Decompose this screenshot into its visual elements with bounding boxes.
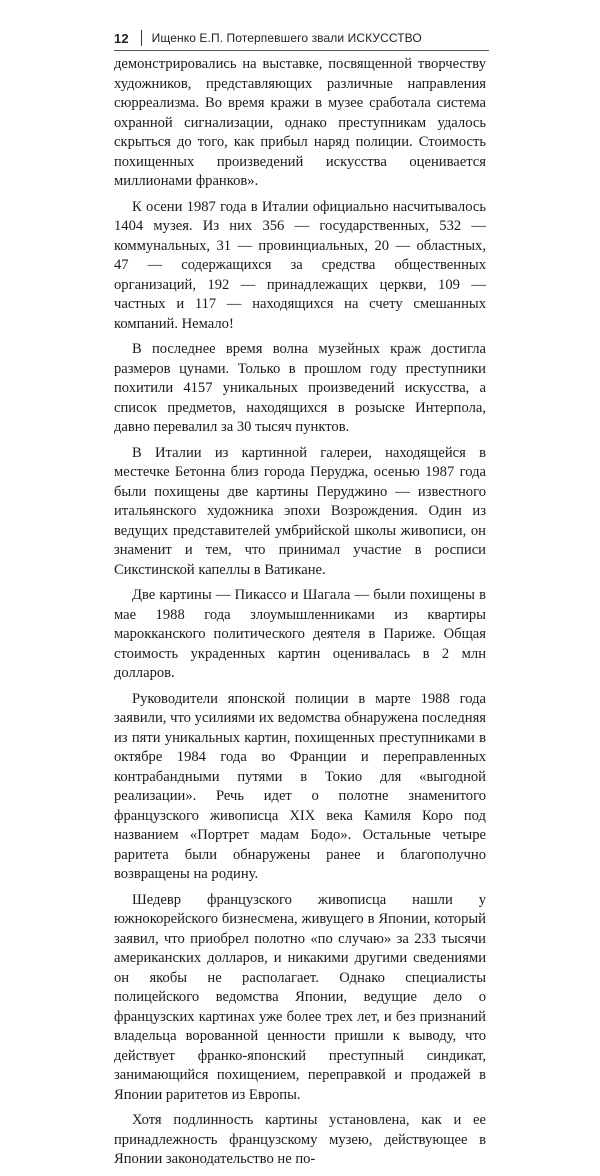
paragraph: Две картины — Пикассо и Шагала — были похищены в мае 1988 года злоумышленниками из квартиры марокканского политического деятеля в Париже. Общая стоимость украденных картин оценивалась в 2 млн долларов. (114, 587, 486, 681)
running-head: Ищенко Е.П. Потерпевшего звали ИСКУССТВО (151, 31, 422, 45)
paragraph: Руководители японской полиции в марте 1988 года заявили, что усилиями их ведомства обнаружена последняя из пяти уникальных картин, похищенных преступниками в октябре 1984 года во Франции и переправленных контрабандными путями в Токио для «выгодной реализации». Речь идет о полотне знаменитого французского живописца XIX века Камиля Коро под названием «Портрет мадам Бодо». Остальные четыре раритета были обнаружены ранее и благополучно возвращены на родину. (114, 690, 486, 882)
page-number: 12 (114, 30, 129, 46)
header-separator (141, 30, 142, 46)
paragraph: Хотя подлинность картины установлена, как и ее принадлежность французскому музею, действующее в Японии законодательство не по- (114, 1112, 486, 1167)
paragraph: К осени 1987 года в Италии официально насчитывалось 1404 музея. Из них 356 — государственных, 532 — коммунальных, 31 — провинциальных, 20 — областных, 47 — содержащихся за средства общественных организаций, 192 — принадлежащих церкви, 109 — частных и 117 — находящихся на счету смешанных компаний. Немало! (114, 198, 486, 332)
body-text (114, 55, 486, 1176)
paragraph-continued: демонстрировались на выставке, посвященной творчеству художников, представляющих различные направления сюрреализма. Во время кражи в музее сработала система охранной сигнализации, однако преступникам удалось скрыться до того, как прибыл наряд полиции. Стоимость похищенных произведений искусства оценивается миллионами франков». (114, 56, 486, 189)
paragraph: В последнее время волна музейных краж достигла размеров цунами. Только в прошлом году преступники похитили 4157 уникальных произведений искусства, а список предметов, находящихся в розыске Интерпола, давно перевалил за 30 тысяч пунктов. (114, 341, 486, 435)
paragraph: В Италии из картинной галереи, находящейся в местечке Бетонна близ города Перуджа, осенью 1987 года были похищены две картины Перуджино — известного итальянского художника эпохи Возрождения. Один из ведущих представителей умбрийской школы живописи, он знаменит и тем, что принимал участие в росписи Сикстинской капеллы в Ватикане. (114, 444, 486, 578)
paragraph: Шедевр французского живописца нашли у южнокорейского бизнесмена, живущего в Японии, который заявил, что приобрел полотно «по случаю» за 233 тысячи американских долларов, и никакими другими сведениями он якобы не располагает. Однако специалисты полицейского ведомства Японии, ведущие дело о французских картинах уже более трех лет, и без признаний владельца ворованной ценности пришли к выводу, что действует франко-японский преступный синдикат, занимающийся похищением, переправкой и продажей в Японии раритетов из Европы. (114, 891, 486, 1103)
header-rule (114, 50, 489, 51)
page-header (114, 28, 422, 48)
